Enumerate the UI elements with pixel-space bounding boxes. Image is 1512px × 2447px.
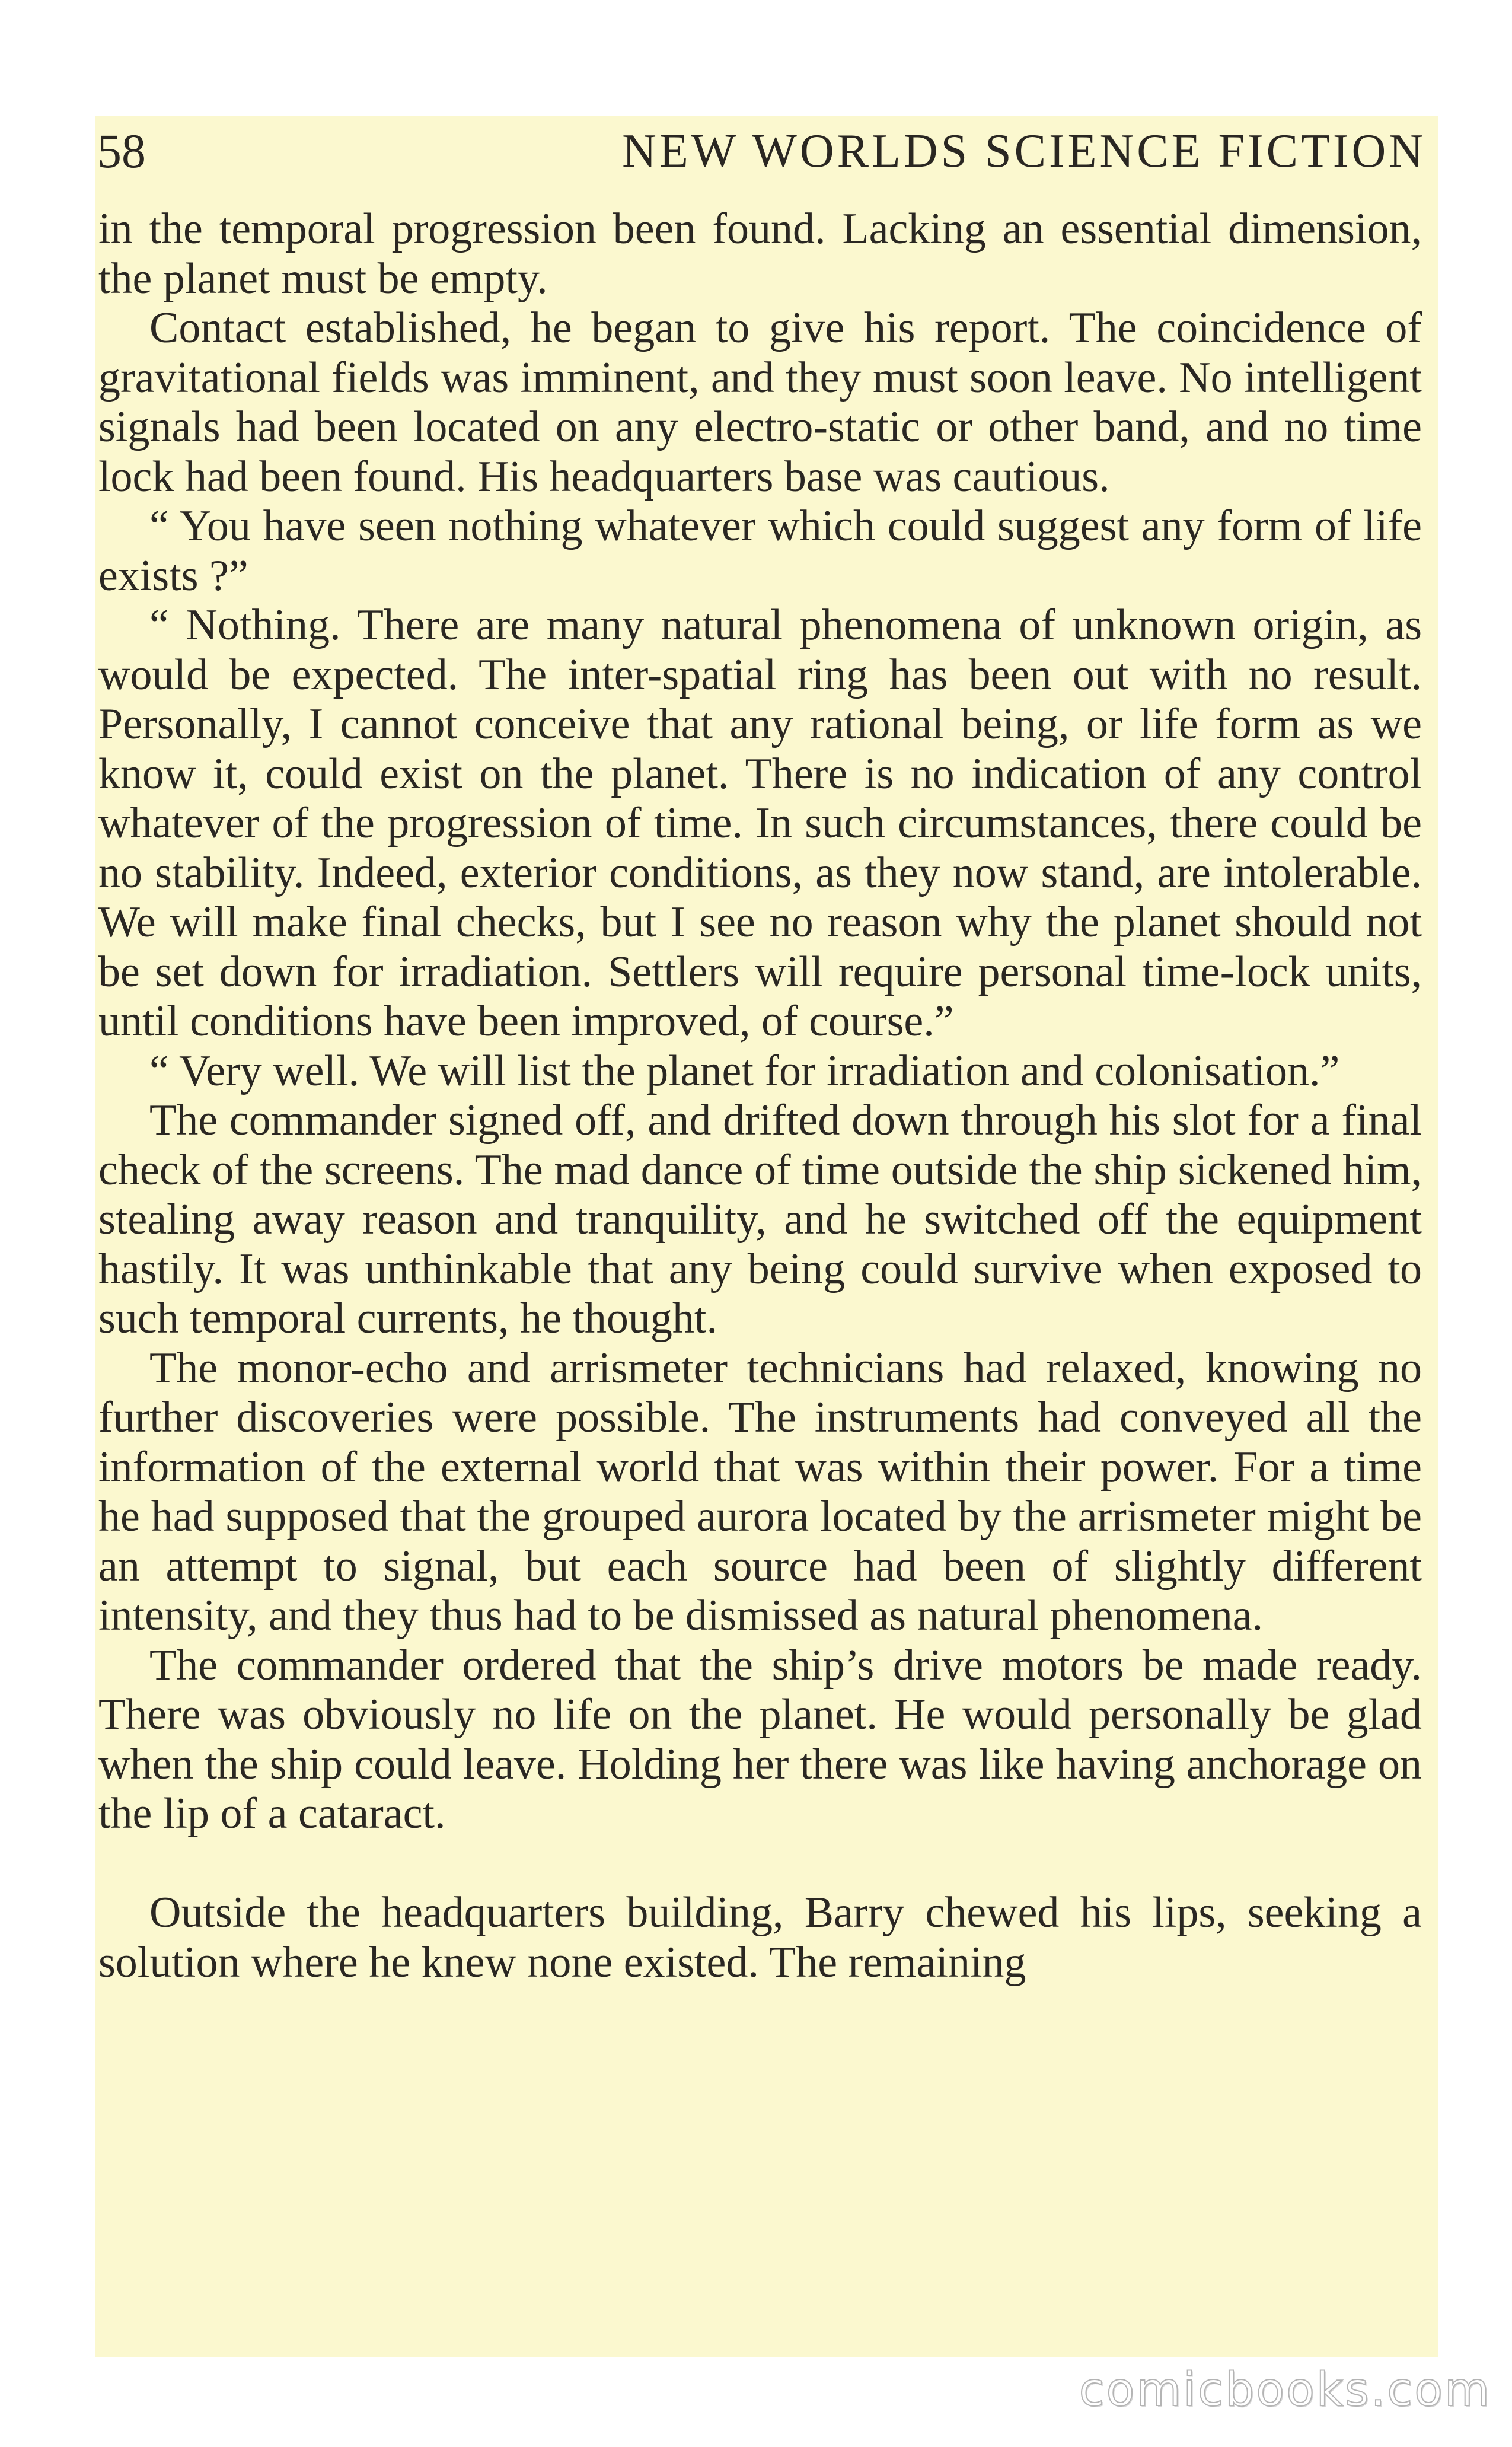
paragraph: The commander ordered that the ship’s drive motors be made ready. There was obviously no life on the planet. He would personally be glad when the ship could leave. Holding her there was like having anchorage on the lip of a cataract. [98,1640,1422,1838]
book-page [95,116,1438,2357]
paragraph: The monor-echo and arrismeter technicians had relaxed, knowing no further discoveries were possible. The instruments had conveyed all the information of the external world that was within their power. For a time he had supposed that the grouped aurora located by the arrismeter might be an attempt to signal, but each source had been of slightly different intensity, and they thus had to be dismissed as natural phenomena. [98,1343,1422,1640]
watermark-text: comicbooks.com [1079,2363,1491,2417]
page-header [95,116,1438,205]
paragraph: The commander signed off, and drifted down through his slot for a final check of the screens. The mad dance of time outside the ship sickened him, stealing away reason and tranquility, and he switched off the equipment hastily. It was unthinkable that any being could survive when exposed to such temporal currents, he thought. [98,1096,1422,1343]
paragraph: “ You have seen nothing whatever which could suggest any form of life exists ?” [98,502,1422,600]
paragraph: Outside the headquarters building, Barry chewed his lips, seeking a solution where he knew none existed. The remaining [98,1888,1422,1987]
paragraph: “ Nothing. There are many natural phenomena of unknown origin, as would be expected. The inter-spatial ring has been out with no result. Personally, I cannot conceive that any rational being, or life form as we know it, could exist on the planet. There is no indication of any control whatever of the progression of time. In such circumstances, there could be no stability. Indeed, exterior conditions, as they now stand, are intolerable. We will make final checks, but I see no reason why the planet should not be set down for irradiation. Settlers will require personal time-lock units, until conditions have been improved, of course.” [98,601,1422,1046]
paragraph: Contact established, he began to give his report. The coincidence of gravitational fields was imminent, and they must soon leave. No intelligent signals had been located on any electro-static or other band, and no time lock had been found. His headquarters base was cautious. [98,304,1422,501]
paragraph: “ Very well. We will list the planet for irradiation and colonisation.” [149,1046,1340,1095]
running-head: NEW WORLDS SCIENCE FICTION [622,125,1426,177]
page-number: 58 [97,124,146,178]
paragraph: in the temporal progression been found. Lacking an essential dimension, the planet must be empty. [98,205,1422,303]
body-text [98,205,1422,1987]
